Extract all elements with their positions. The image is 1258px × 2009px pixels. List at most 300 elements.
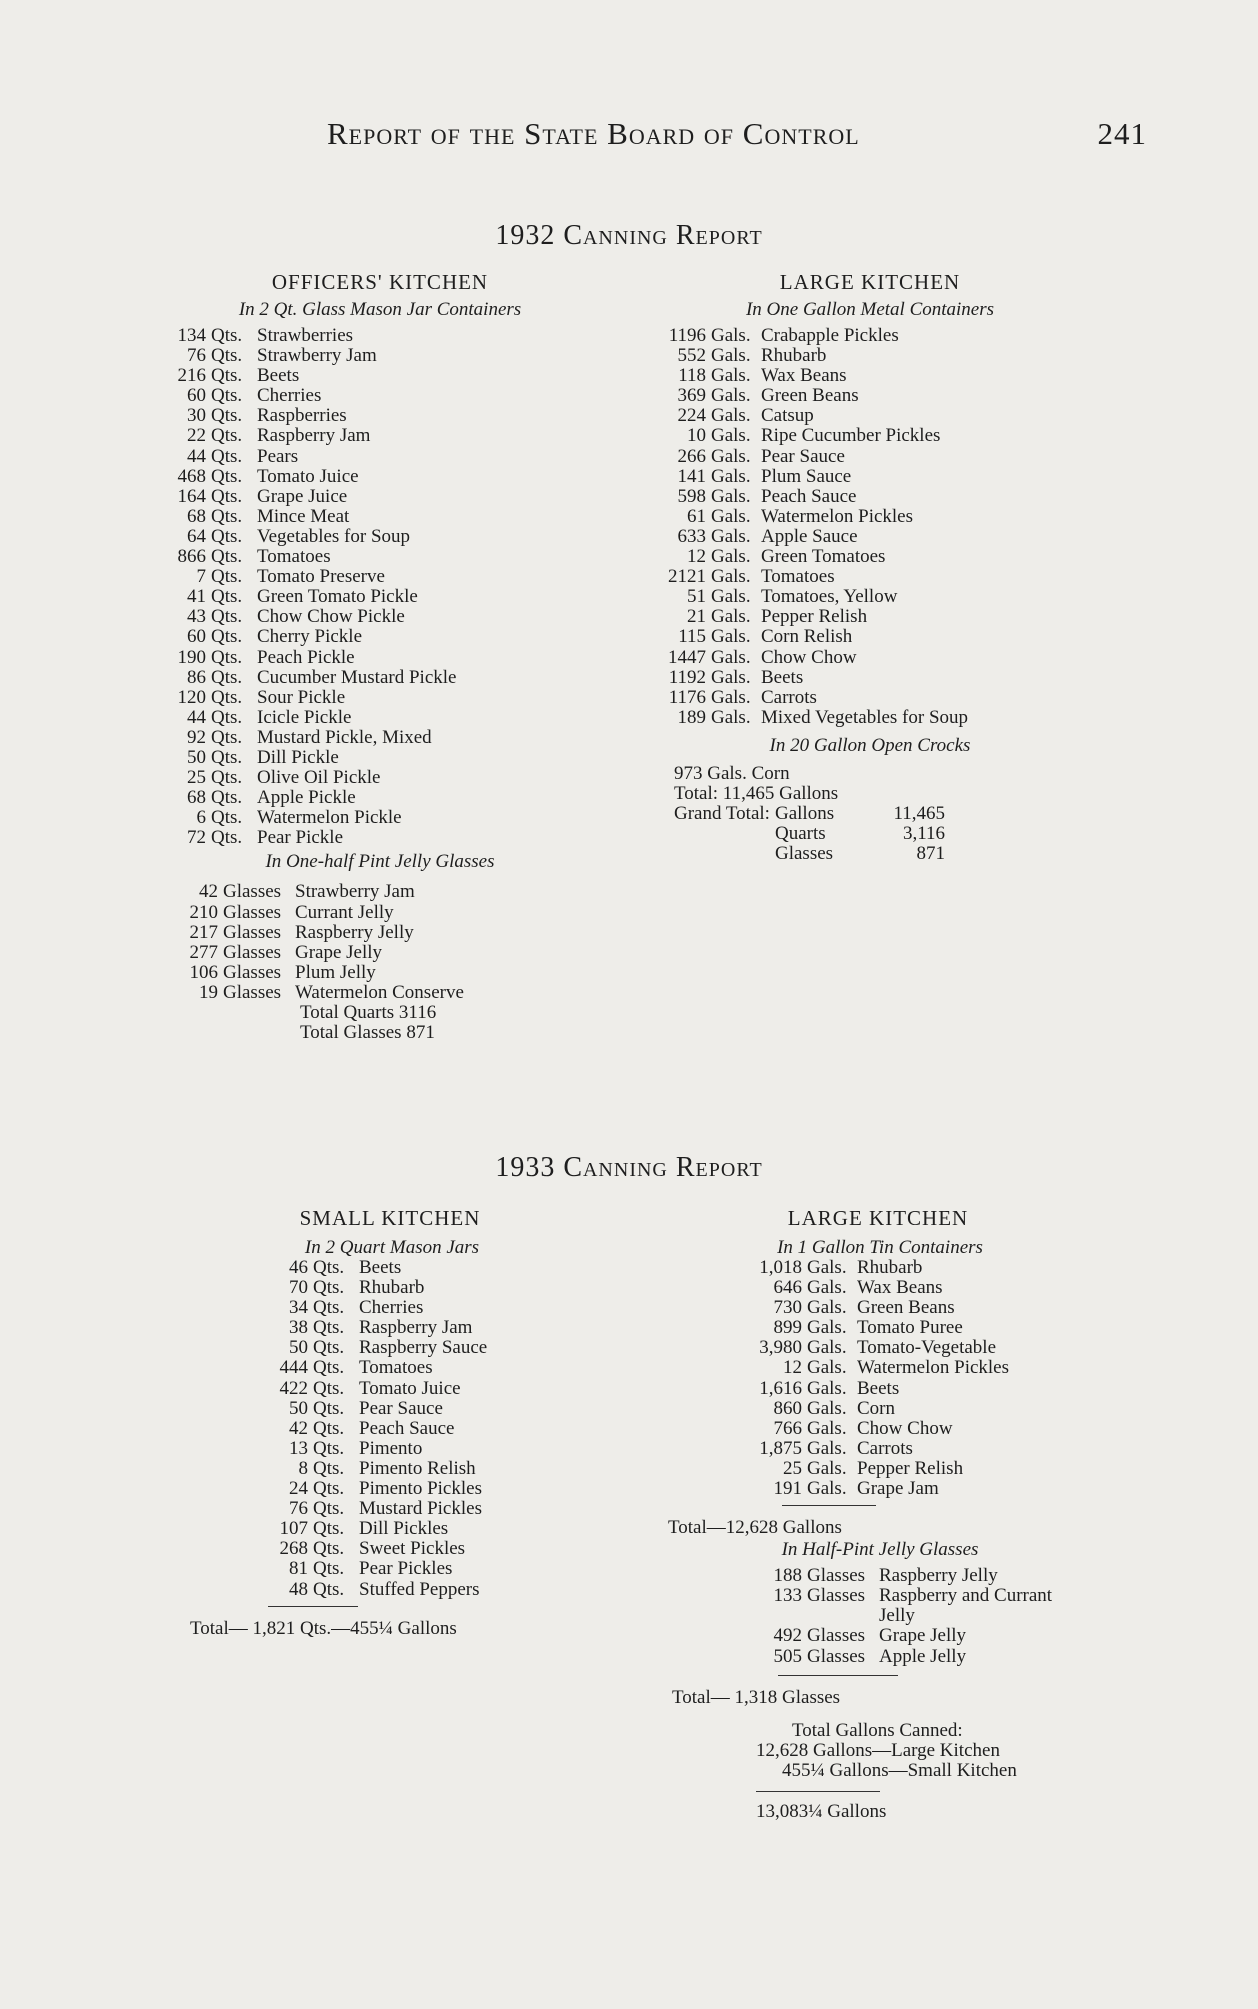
item-unit: Qts.	[313, 1377, 345, 1399]
list-item	[668, 1419, 1158, 1439]
item-quantity: 164	[177, 485, 206, 507]
item-quantity: 51	[687, 586, 706, 608]
list-item	[180, 1278, 600, 1298]
item-name: Carrots	[857, 1437, 913, 1459]
item-quantity: 43	[187, 606, 206, 628]
list-item	[660, 708, 1080, 728]
list-item	[668, 1338, 1158, 1358]
list-item	[170, 903, 590, 923]
item-unit: Glasses	[223, 961, 282, 983]
item-unit: Qts.	[313, 1498, 345, 1520]
item-quantity: 41	[187, 586, 206, 608]
list-item	[668, 1606, 1158, 1626]
item-quantity: 134	[177, 325, 206, 346]
large-1933-jelly-total: Total— 1,318 Glasses	[672, 1686, 841, 1708]
list-item	[660, 447, 1080, 467]
list-item	[170, 406, 590, 426]
list-item	[170, 627, 590, 647]
item-unit: Qts.	[211, 445, 243, 467]
item-unit: Qts.	[313, 1357, 345, 1379]
item-quantity: 86	[187, 666, 206, 688]
item-quantity: 70	[289, 1277, 308, 1299]
grand-total-row	[775, 824, 945, 844]
item-quantity: 60	[187, 626, 206, 648]
item-quantity: 277	[189, 941, 218, 963]
item-quantity: 552	[677, 345, 706, 367]
item-unit: Qts.	[313, 1457, 345, 1479]
list-item	[170, 527, 590, 547]
item-unit: Gals.	[807, 1297, 847, 1319]
item-name: Mustard Pickles	[359, 1498, 482, 1520]
item-name: Raspberry Jam	[359, 1317, 473, 1339]
item-name: Cherries	[359, 1297, 424, 1319]
item-name: Grape Jelly	[295, 941, 383, 963]
item-quantity: 50	[289, 1337, 308, 1359]
item-unit: Qts.	[313, 1397, 345, 1419]
item-quantity: 118	[678, 365, 706, 387]
item-unit: Gals.	[711, 666, 751, 688]
item-name: Beets	[257, 365, 300, 387]
officers-container-heading: In 2 Qt. Glass Mason Jar Containers	[238, 299, 522, 320]
list-item	[170, 963, 590, 983]
item-name: Mustard Pickle, Mixed	[257, 726, 432, 748]
item-unit: Qts.	[211, 405, 243, 427]
list-item	[170, 808, 590, 828]
item-name: Rhubarb	[761, 345, 827, 367]
item-quantity: 1,018	[759, 1257, 802, 1278]
item-quantity: 120	[177, 686, 206, 708]
item-quantity: 61	[687, 505, 706, 527]
item-unit: Qts.	[313, 1317, 345, 1339]
list-item	[170, 467, 590, 487]
small-item-list	[180, 1258, 600, 1600]
item-unit: Qts.	[211, 525, 243, 547]
item-name: Crabapple Pickles	[761, 325, 899, 346]
item-quantity: 369	[677, 385, 706, 407]
item-name: Apple Pickle	[257, 787, 356, 809]
list-item	[170, 828, 590, 848]
item-quantity: 25	[783, 1457, 802, 1479]
item-quantity: 72	[187, 827, 206, 849]
large-1932-grand-total	[660, 804, 1080, 864]
item-unit: Gals.	[807, 1317, 847, 1339]
item-name: Vegetables for Soup	[257, 525, 411, 547]
list-item	[660, 627, 1080, 647]
small-total: Total— 1,821 Qts.—455¼ Gallons	[190, 1617, 457, 1639]
list-item	[180, 1559, 600, 1579]
grand-total-row-value: 11,465	[893, 802, 945, 824]
item-quantity: 422	[279, 1377, 308, 1399]
item-name: Pear Pickles	[359, 1558, 453, 1580]
list-item	[170, 688, 590, 708]
item-unit: Gals.	[711, 586, 751, 608]
item-name: Rhubarb	[857, 1257, 923, 1278]
officers-total-quarts: Total Quarts 3116	[300, 1002, 437, 1023]
list-item	[660, 688, 1080, 708]
item-name: Peach Pickle	[257, 646, 355, 668]
item-quantity: 44	[187, 706, 206, 728]
item-quantity: 2121	[668, 566, 706, 588]
item-unit: Qts.	[211, 666, 243, 688]
small-container-heading: In 2 Quart Mason Jars	[304, 1237, 480, 1258]
item-quantity: 1176	[668, 686, 706, 708]
list-item	[660, 607, 1080, 627]
item-quantity: 76	[187, 345, 206, 367]
item-quantity: 92	[187, 726, 206, 748]
item-quantity: 81	[289, 1558, 308, 1580]
item-name: Green Tomatoes	[761, 546, 886, 568]
item-name: Raspberry Jelly	[879, 1565, 998, 1587]
list-item	[660, 567, 1080, 587]
list-item	[180, 1519, 600, 1539]
item-quantity: 48	[289, 1578, 308, 1600]
item-name: Sour Pickle	[257, 686, 346, 708]
item-unit: Glasses	[223, 881, 282, 903]
list-item	[170, 326, 590, 346]
list-item	[660, 467, 1080, 487]
item-name: Cucumber Mustard Pickle	[257, 666, 457, 688]
item-unit: Gals.	[711, 566, 751, 588]
list-item	[170, 386, 590, 406]
list-item	[180, 1419, 600, 1439]
list-item	[660, 406, 1080, 426]
item-quantity	[668, 1606, 802, 1626]
item-quantity: 191	[773, 1478, 802, 1500]
item-unit: Gals.	[807, 1437, 847, 1459]
list-item	[660, 507, 1080, 527]
list-item	[180, 1399, 600, 1419]
list-item	[660, 326, 1080, 346]
item-quantity: 216	[177, 365, 206, 387]
item-quantity: 115	[678, 626, 706, 648]
report-1932-title: 1932 Canning Report	[495, 220, 763, 251]
officers-kitchen-section	[170, 272, 590, 1043]
item-name: Wax Beans	[761, 365, 847, 387]
item-quantity: 44	[187, 445, 206, 467]
large-1933-jelly-rule	[778, 1675, 898, 1676]
grand-total-rows	[775, 804, 945, 864]
item-quantity: 730	[773, 1297, 802, 1319]
list-item	[668, 1586, 1158, 1606]
item-name: Pimento Relish	[359, 1457, 476, 1479]
item-quantity: 19	[199, 981, 218, 1003]
canned-row: 455¼ Gallons—Small Kitchen	[782, 1759, 1017, 1781]
item-quantity: 266	[677, 445, 706, 467]
item-name: Chow Chow	[857, 1417, 953, 1439]
item-quantity: 210	[189, 901, 218, 923]
item-name: Tomato Puree	[857, 1317, 963, 1339]
item-name: Pear Sauce	[761, 445, 845, 467]
list-item	[668, 1258, 1158, 1278]
item-name: Plum Sauce	[761, 465, 852, 487]
item-quantity: 13	[289, 1437, 308, 1459]
item-quantity: 46	[289, 1257, 308, 1278]
item-unit: Gals.	[807, 1397, 847, 1419]
item-quantity: 224	[677, 405, 706, 427]
item-quantity: 107	[279, 1518, 308, 1540]
large-1933-total: Total—12,628 Gallons	[668, 1517, 842, 1539]
item-quantity: 505	[773, 1645, 802, 1667]
item-unit: Qts.	[211, 465, 243, 487]
list-item	[170, 882, 590, 902]
item-unit: Qts.	[211, 746, 243, 768]
item-name: Grape Jelly	[879, 1625, 967, 1647]
list-item	[170, 607, 590, 627]
item-name: Tomato-Vegetable	[857, 1337, 997, 1359]
canned-rows	[668, 1741, 1158, 1781]
item-quantity: 21	[687, 606, 706, 628]
list-item	[170, 923, 590, 943]
item-name: Tomatoes	[257, 546, 331, 568]
list-item	[170, 426, 590, 446]
item-unit: Glasses	[807, 1625, 866, 1647]
item-name: Apple Jelly	[879, 1645, 967, 1667]
item-name: Cherry Pickle	[257, 626, 363, 648]
item-name: Carrots	[761, 686, 817, 708]
list-item	[668, 1439, 1158, 1459]
grand-total-row	[775, 844, 945, 864]
item-name: Icicle Pickle	[257, 706, 352, 728]
report-1933-title: 1933 Canning Report	[495, 1152, 763, 1183]
item-unit: Gals.	[711, 525, 751, 547]
list-item	[660, 426, 1080, 446]
item-unit: Gals.	[807, 1337, 847, 1359]
list-item	[668, 1379, 1158, 1399]
item-quantity: 50	[187, 746, 206, 768]
large-1932-container-heading: In One Gallon Metal Containers	[745, 299, 995, 320]
list-item	[668, 1479, 1158, 1499]
item-unit: Gals.	[711, 325, 751, 346]
item-quantity: 38	[289, 1317, 308, 1339]
item-name: Green Tomato Pickle	[257, 586, 418, 608]
item-unit: Gals.	[711, 505, 751, 527]
item-name: Raspberry Jelly	[295, 921, 414, 943]
item-name: Sweet Pickles	[359, 1538, 466, 1560]
item-quantity: 766	[773, 1417, 802, 1439]
item-unit: Qts.	[211, 706, 243, 728]
item-name: Beets	[359, 1257, 402, 1278]
item-unit: Gals.	[711, 425, 751, 447]
list-item	[668, 1566, 1158, 1586]
item-quantity: 1,875	[759, 1437, 802, 1459]
item-name: Plum Jelly	[295, 961, 376, 983]
item-name: Stuffed Peppers	[359, 1578, 480, 1600]
item-quantity: 141	[677, 465, 706, 487]
item-unit: Gals.	[807, 1478, 847, 1500]
item-name: Pear Sauce	[359, 1397, 443, 1419]
item-name: Beets	[761, 666, 804, 688]
item-unit: Qts.	[313, 1558, 345, 1580]
item-name: Chow Chow	[761, 646, 857, 668]
list-item	[180, 1318, 600, 1338]
item-quantity: 42	[289, 1417, 308, 1439]
list-item	[660, 487, 1080, 507]
item-unit: Gals.	[711, 646, 751, 668]
item-name: Mince Meat	[257, 505, 350, 527]
item-unit: Gals.	[711, 385, 751, 407]
item-name: Strawberry Jam	[257, 345, 377, 367]
item-unit: Gals.	[807, 1377, 847, 1399]
item-quantity: 34	[289, 1297, 308, 1319]
item-quantity: 133	[773, 1585, 802, 1607]
list-item	[180, 1298, 600, 1318]
list-item	[170, 346, 590, 366]
list-item	[668, 1647, 1158, 1667]
item-quantity: 7	[196, 566, 206, 588]
item-name: Beets	[857, 1377, 900, 1399]
large-1932-crock-line: 973 Gals. Corn	[674, 762, 790, 784]
item-unit: Qts.	[313, 1257, 345, 1278]
canned-heading: Total Gallons Canned:	[792, 1719, 963, 1741]
item-name: Pimento Pickles	[359, 1478, 482, 1500]
large-1933-total-rule	[782, 1505, 876, 1506]
item-quantity: 646	[773, 1277, 802, 1299]
item-name: Pears	[257, 445, 299, 467]
item-name: Strawberries	[257, 325, 354, 346]
item-quantity: 25	[187, 767, 206, 789]
item-unit: Qts.	[211, 827, 243, 849]
item-quantity: 68	[187, 787, 206, 809]
list-item	[660, 648, 1080, 668]
item-unit: Glasses	[807, 1585, 866, 1607]
item-unit: Glasses	[223, 941, 282, 963]
list-item	[180, 1338, 600, 1358]
item-quantity: 8	[298, 1457, 308, 1479]
item-quantity: 30	[187, 405, 206, 427]
item-quantity: 899	[773, 1317, 802, 1339]
item-unit: Gals.	[711, 445, 751, 467]
item-unit: Glasses	[223, 901, 282, 923]
list-item	[170, 748, 590, 768]
list-item	[180, 1358, 600, 1378]
item-name: Dill Pickle	[257, 746, 339, 768]
officers-item-list	[170, 326, 590, 848]
list-item	[170, 943, 590, 963]
total-gallons-canned: 13,083¼ Gallons	[756, 1800, 887, 1822]
item-quantity: 190	[177, 646, 206, 668]
item-unit: Qts.	[211, 726, 243, 748]
item-unit: Gals.	[711, 546, 751, 568]
large-1933-jelly-list	[668, 1566, 1158, 1666]
item-unit: Gals.	[711, 465, 751, 487]
item-quantity: 866	[177, 546, 206, 568]
item-name: Tomato Juice	[359, 1377, 461, 1399]
list-item	[668, 1399, 1158, 1419]
item-quantity: 444	[279, 1357, 308, 1379]
large-1932-item-list	[660, 326, 1080, 728]
item-unit: Qts.	[211, 586, 243, 608]
item-name: Watermelon Pickles	[761, 505, 914, 527]
list-item	[170, 587, 590, 607]
grand-total-row-label: Glasses	[775, 843, 834, 865]
item-quantity: 68	[187, 505, 206, 527]
item-name: Strawberry Jam	[295, 881, 415, 903]
list-item	[180, 1479, 600, 1499]
list-item	[660, 366, 1080, 386]
item-quantity: 22	[187, 425, 206, 447]
large-1933-item-list	[668, 1258, 1158, 1499]
list-item	[660, 668, 1080, 688]
item-unit: Gals.	[711, 686, 751, 708]
item-quantity: 1192	[668, 666, 706, 688]
item-quantity: 42	[199, 881, 218, 903]
item-unit: Qts.	[313, 1478, 345, 1500]
list-item	[170, 447, 590, 467]
item-name: Tomatoes, Yellow	[761, 586, 898, 608]
item-unit: Gals.	[711, 485, 751, 507]
item-name: Pepper Relish	[761, 606, 868, 628]
officers-jelly-list	[170, 882, 590, 1003]
list-item	[180, 1539, 600, 1559]
item-quantity: 1,616	[759, 1377, 802, 1399]
item-unit: Qts.	[211, 385, 243, 407]
list-item	[170, 728, 590, 748]
item-unit: Qts.	[211, 626, 243, 648]
list-item	[170, 788, 590, 808]
grand-total-row-value: 3,116	[902, 822, 945, 844]
item-quantity: 1196	[668, 325, 706, 346]
item-name: Raspberry Sauce	[359, 1337, 488, 1359]
item-unit: Glasses	[223, 921, 282, 943]
small-kitchen-heading: SMALL KITCHEN	[299, 1206, 481, 1230]
list-item	[170, 708, 590, 728]
list-item	[170, 668, 590, 688]
item-quantity: 76	[289, 1498, 308, 1520]
large-1932-total: Total: 11,465 Gallons	[674, 782, 839, 804]
list-item	[170, 567, 590, 587]
list-item	[170, 768, 590, 788]
item-unit: Qts.	[211, 787, 243, 809]
item-name: Watermelon Conserve	[295, 981, 464, 1003]
list-item	[180, 1580, 600, 1600]
item-name: Tomatoes	[359, 1357, 433, 1379]
item-name: Grape Juice	[257, 485, 348, 507]
grand-total-row	[775, 804, 945, 824]
item-name: Apple Sauce	[761, 525, 858, 547]
item-name: Corn Relish	[761, 626, 853, 648]
grand-total-row-label: Quarts	[775, 822, 826, 844]
item-unit: Qts.	[211, 767, 243, 789]
item-unit: Gals.	[807, 1457, 847, 1479]
grand-total-rule	[756, 1791, 880, 1792]
list-item	[660, 527, 1080, 547]
item-quantity: 6	[196, 807, 206, 829]
item-name: Olive Oil Pickle	[257, 767, 381, 789]
item-name: Rhubarb	[359, 1277, 425, 1299]
item-quantity: 492	[773, 1625, 802, 1647]
list-item	[170, 547, 590, 567]
grand-total-label: Grand Total:	[674, 802, 770, 824]
list-item	[180, 1499, 600, 1519]
large-1932-crock-heading: In 20 Gallon Open Crocks	[769, 734, 971, 756]
item-unit: Gals.	[807, 1357, 847, 1379]
item-quantity: 189	[677, 706, 706, 728]
list-item	[668, 1358, 1158, 1378]
large-1933-container-heading: In 1 Gallon Tin Containers	[777, 1237, 983, 1258]
item-unit: Qts.	[211, 425, 243, 447]
item-name: Green Beans	[761, 385, 859, 407]
item-unit: Qts.	[313, 1337, 345, 1359]
officers-jelly-heading: In One-half Pint Jelly Glasses	[265, 851, 495, 873]
item-unit: Gals.	[807, 1257, 847, 1278]
list-item	[668, 1459, 1158, 1479]
list-item	[660, 386, 1080, 406]
list-item	[668, 1318, 1158, 1338]
item-unit: Gals.	[711, 606, 751, 628]
item-quantity: 598	[677, 485, 706, 507]
list-item	[668, 1298, 1158, 1318]
item-quantity: 12	[687, 546, 706, 568]
